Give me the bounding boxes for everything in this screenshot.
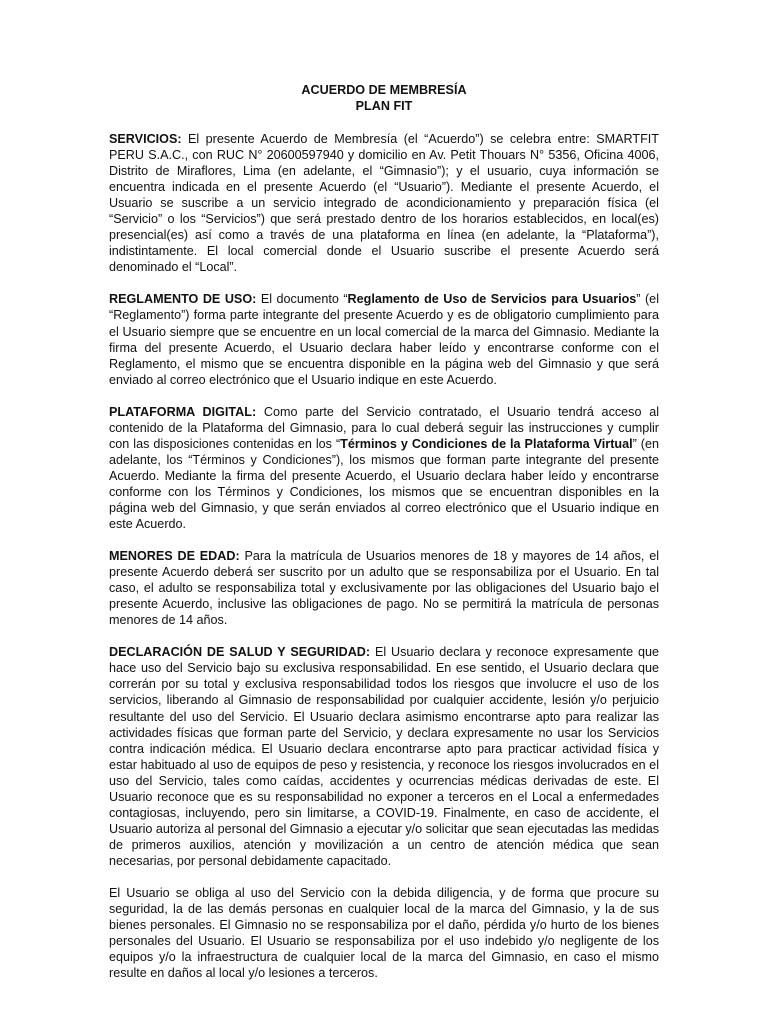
section-menores [109,548,659,628]
document-title: ACUERDO DE MEMBRESÍA [301,83,467,97]
section-plataforma [109,404,659,532]
section-text: El presente Acuerdo de Membresía (el “Acuerdo”) se celebra entre: SMARTFIT PERU S.A.C., con RUC N° 20600597940 y domicilio en Av. Petit Thouars N° 5356, Oficina 4006, Distrito de Miraflores, Lima (en adelante, el “Gimnasio”); y el usuario, cuya información se encuentra indicada en el presente Acuerdo (el “Usuario”). Mediante el presente Acuerdo, el Usuario se suscribe a un servicio integrado de acondicionamiento y preparación física (el “Servicio” o los “Servicios”) que será prestado dentro de los horarios establecidos, en local(es) presencial(es) así como a través de una plataforma en línea (en adelante, la “Plataforma”), indistintamente. El local comercial donde el Usuario suscribe el presente Acuerdo será denominado el “Local”. [109,132,659,275]
section-label: DECLARACIÓN DE SALUD Y SEGURIDAD: [109,645,371,660]
section-label: PLATAFORMA DIGITAL: [109,404,257,419]
document-subtitle: PLAN FIT [355,99,413,113]
document-page [109,82,659,981]
section-reglamento [109,291,659,387]
section-text: El Usuario declara y reconoce expresamente que hace uso del Servicio bajo su exclusiva responsabilidad. En ese sentido, el Usuario declara que correrán por su total y exclusiva responsabilidad todos los riesgos que involucre el uso de los servicios, liberando al Gimnasio de responsabilidad por cualquier accidente, lesión y/o perjuicio resultante del uso del Servicio. El Usuario declara asimismo encontrarse apto para realizar las actividades físicas que forman parte del Servicio, y declara expresamente no usar los Servicios contra indicación médica. El Usuario declara encontrarse apto para practicar actividad física y estar habituado al uso de equipos de peso y resistencia, y reconoce los riesgos involucrados en el uso del Servicio, tales como caídas, accidentes y ocurrencias médicas derivadas de este. El Usuario reconoce que es su responsabilidad no exponer a terceros en el Local a enfermedades contagiosas, incluyendo, pero sin limitarse, a COVID-19. Finalmente, en caso de accidente, el Usuario autoriza al personal del Gimnasio a ejecutar y/o solicitar que sean ejecutadas las medidas de primeros auxilios, atención y movilización a un centro de atención médica que sean necesarias, por personal debidamente capacitado. [109,645,659,868]
section-uso [109,885,659,981]
title-block [109,82,659,114]
section-emphasis: Reglamento de Uso de Servicios para Usuarios [347,292,637,307]
section-label: MENORES DE EDAD: [109,549,240,564]
section-text: El Usuario se obliga al uso del Servicio con la debida diligencia, y de forma que procure su seguridad, la de las demás personas en cualquier local de la marca del Gimnasio, y la de sus bienes personales. El Gimnasio no se responsabiliza por el daño, pérdida y/o hurto de los bienes personales del Usuario. El Usuario se responsabiliza por el uso indebido y/o negligente de los equipos y/o la infraestructura de cualquier local de la marca del Gimnasio, en caso el mismo resulte en daños al local y/o lesiones a terceros. [109,885,659,981]
section-text: ” (en adelante, los “Términos y Condiciones”), los mismos que forman parte integrante del presente Acuerdo. Mediante la firma del presente Acuerdo, el Usuario declara haber leído y encontrarse conforme con los Términos y Condiciones, los mismos que se encuentran disponibles en la página web del Gimnasio, y que serán enviados al correo electrónico que el Usuario indique en este Acuerdo. [109,436,659,532]
section-text: ” (el “Reglamento”) forma parte integrante del presente Acuerdo y es de obligatorio cumplimiento para el Usuario siempre que se encuentre en un local comercial de la marca del Gimnasio. Mediante la firma del presente Acuerdo, el Usuario declara haber leído y encontrarse conforme con el Reglamento, el mismo que se encuentra disponible en la página web del Gimnasio y que será enviado al correo electrónico que el Usuario indique en este Acuerdo. [109,292,659,387]
section-text: El documento “ [256,292,348,307]
section-salud [109,644,659,869]
section-label: SERVICIOS: [109,132,182,146]
section-text: Para la matrícula de Usuarios menores de 18 y mayores de 14 años, el presente Acuerdo deberá ser suscrito por un adulto que se responsabiliza por el Usuario. En tal caso, el adulto se responsabiliza total y exclusivamente por las obligaciones del Usuario bajo el presente Acuerdo, inclusive las obligaciones de pago. No se permitirá la matrícula de personas menores de 14 años. [109,549,660,628]
section-emphasis: Términos y Condiciones de la Plataforma Virtual [340,436,633,451]
section-label: REGLAMENTO DE USO: [109,292,257,307]
section-text: Como parte del Servicio contratado, el Usuario tendrá acceso al contenido de la Plataforma del Gimnasio, para lo cual deberá seguir las instrucciones y cumplir con las disposiciones contenidas en los “ [109,404,659,451]
section-servicios [109,131,659,275]
